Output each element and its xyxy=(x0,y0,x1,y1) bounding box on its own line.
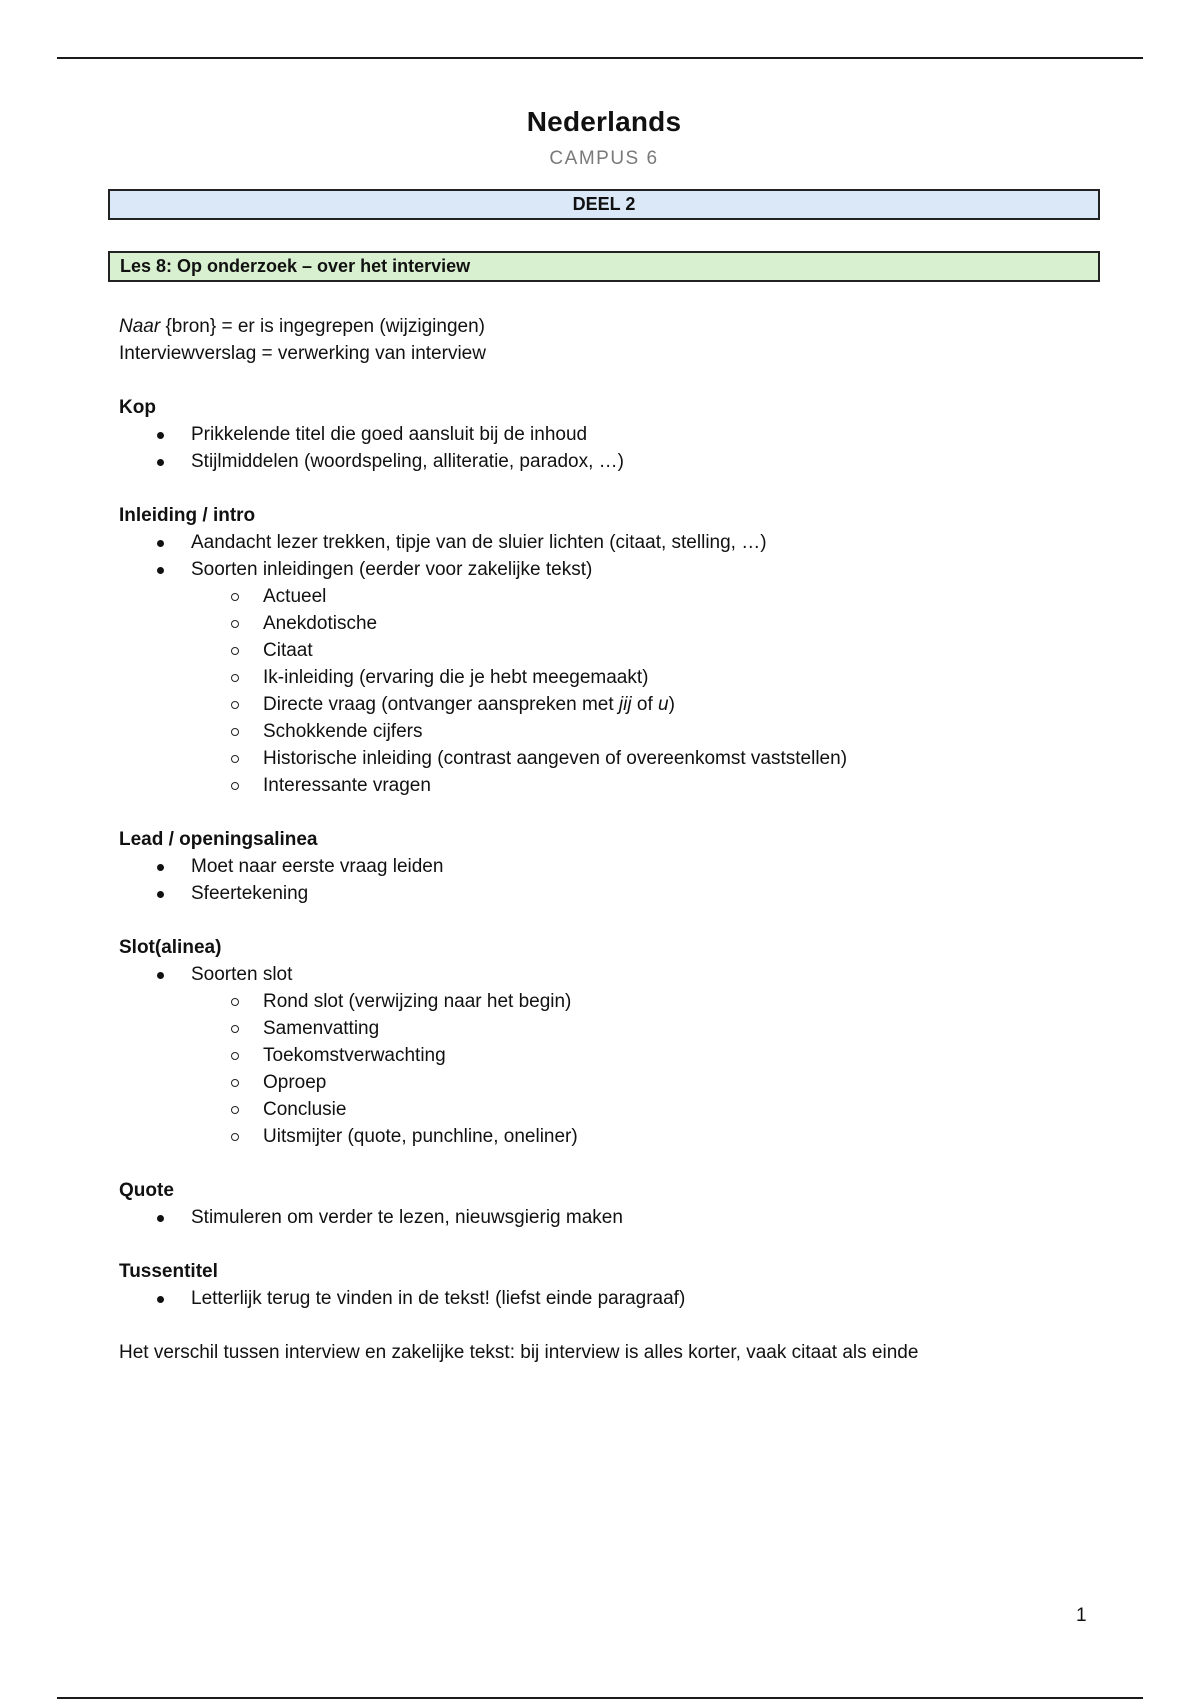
lesson-banner: Les 8: Op onderzoek – over het interview xyxy=(108,251,1100,282)
list-item-text: Soorten slot xyxy=(191,964,293,985)
list-item-text: Soorten inleidingen (eerder voor zakelijke tekst) xyxy=(191,559,593,580)
sub-list-item: Conclusie xyxy=(263,1096,1119,1123)
document-body xyxy=(119,313,1119,1366)
intro-line-1 xyxy=(119,313,1119,340)
list-item: Letterlijk terug te vinden in de tekst! (liefst einde paragraaf) xyxy=(191,1285,1119,1312)
sub-list-item: Oproep xyxy=(263,1069,1119,1096)
sub-list-item xyxy=(263,691,1119,718)
kop-list xyxy=(119,421,1119,475)
sub-list-item: Toekomstverwachting xyxy=(263,1042,1119,1069)
document-subtitle: CAMPUS 6 xyxy=(549,148,659,169)
sub-list-item: Ik-inleiding (ervaring die je hebt meegemaakt) xyxy=(263,664,1119,691)
list-item: Aandacht lezer trekken, tipje van de sluier lichten (citaat, stelling, …) xyxy=(191,529,1119,556)
sub-list-item: Schokkende cijfers xyxy=(263,718,1119,745)
heading-kop: Kop xyxy=(119,397,156,418)
tussentitel-list xyxy=(119,1285,1119,1312)
heading-slot: Slot(alinea) xyxy=(119,937,222,958)
conclusion-text: Het verschil tussen interview en zakelijke tekst: bij interview is alles korter, vaak citaat als einde xyxy=(119,1342,919,1363)
sub-list-item: Anekdotische xyxy=(263,610,1119,637)
heading-lead: Lead / openingsalinea xyxy=(119,829,318,850)
sub-list-item: Citaat xyxy=(263,637,1119,664)
page-number: 1 xyxy=(1076,1605,1087,1626)
list-item: Moet naar eerste vraag leiden xyxy=(191,853,1119,880)
slot-list xyxy=(119,961,1119,1150)
bottom-rule xyxy=(57,1697,1143,1699)
intro-emphasis: Naar xyxy=(119,316,161,337)
document-title: Nederlands xyxy=(526,106,682,137)
list-item: Stimuleren om verder te lezen, nieuwsgierig maken xyxy=(191,1204,1119,1231)
slot-sublist xyxy=(191,988,1119,1150)
intro-line-2: Interviewverslag = verwerking van interview xyxy=(119,343,486,364)
list-item: Prikkelende titel die goed aansluit bij de inhoud xyxy=(191,421,1119,448)
sub-list-item: Samenvatting xyxy=(263,1015,1119,1042)
heading-quote: Quote xyxy=(119,1180,174,1201)
section-banner: DEEL 2 xyxy=(108,189,1100,220)
sub-list-item: Historische inleiding (contrast aangeven of overeenkomst vaststellen) xyxy=(263,745,1119,772)
list-item: Stijlmiddelen (woordspeling, alliteratie, paradox, …) xyxy=(191,448,1119,475)
intro-line-1-text: {bron} = er is ingegrepen (wijzigingen) xyxy=(160,316,485,337)
sub-list-item-text: ) xyxy=(668,694,675,715)
list-item xyxy=(191,556,1119,799)
list-item xyxy=(191,961,1119,1150)
sub-list-item: Uitsmijter (quote, punchline, oneliner) xyxy=(263,1123,1119,1150)
sub-list-item: Actueel xyxy=(263,583,1119,610)
sub-list-item: Interessante vragen xyxy=(263,772,1119,799)
sub-list-item: Rond slot (verwijzing naar het begin) xyxy=(263,988,1119,1015)
sub-list-item-emphasis: jij xyxy=(618,694,632,715)
quote-list xyxy=(119,1204,1119,1231)
inleiding-sublist xyxy=(191,583,1119,799)
sub-list-item-text: Directe vraag (ontvanger aanspreken met xyxy=(263,694,619,715)
heading-inleiding: Inleiding / intro xyxy=(119,505,256,526)
lead-list xyxy=(119,853,1119,907)
sub-list-item-emphasis: u xyxy=(658,694,669,715)
sub-list-item-text: of xyxy=(631,694,658,715)
list-item: Sfeertekening xyxy=(191,880,1119,907)
heading-tussentitel: Tussentitel xyxy=(119,1261,218,1282)
inleiding-list xyxy=(119,529,1119,799)
top-rule xyxy=(57,57,1143,59)
